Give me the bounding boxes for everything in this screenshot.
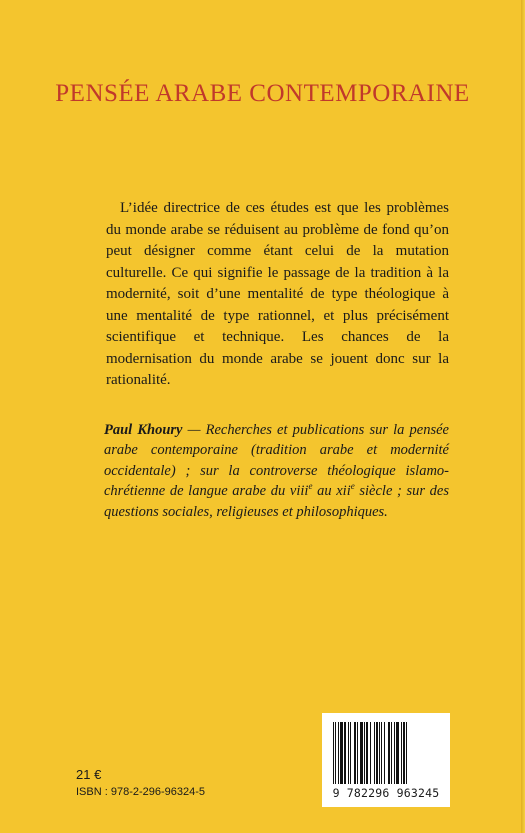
barcode-bar: [388, 722, 390, 784]
synopsis-paragraph: L’idée directrice de ces études est que les problèmes du monde arabe se réduisent au problème de fond qu’on peut désigner comme étant celui de la mutation culturelle. Ce qui signifie le passage de la tradition à la modernité, soit d’une mentalité de type théologique à une mentalité de type rationnel, et plus précisément scientifique et technique. Les chances de la modernisation du monde arabe se jouent donc sur la rationalité.: [106, 200, 449, 388]
series-title: PENSÉE ARABE CONTEMPORAINE: [55, 80, 470, 107]
author-name: Paul Khoury: [104, 421, 183, 438]
century-start-sup: e: [308, 481, 313, 492]
barcode-bar: [374, 722, 375, 784]
barcode-bar: [403, 722, 405, 784]
barcode-bars: [332, 722, 442, 784]
barcode-bar: [340, 722, 343, 784]
century-start: viii: [289, 483, 309, 499]
barcode-bar: [394, 722, 395, 784]
century-end: xii: [336, 483, 351, 499]
barcode-bar: [396, 722, 399, 784]
barcode-bar: [391, 722, 392, 784]
price: 21 €: [76, 767, 102, 782]
century-end-sup: e: [350, 481, 355, 492]
barcode-bar: [350, 722, 351, 784]
author-bio-part2: au: [312, 483, 337, 499]
page-edge: [521, 0, 525, 833]
barcode-digits: 9 782296 963245: [332, 786, 440, 800]
barcode-bar: [364, 722, 365, 784]
author-bio: [104, 420, 449, 523]
barcode: [322, 713, 450, 807]
barcode-bar: [381, 722, 382, 784]
barcode-bar: [370, 722, 371, 784]
author-bio-part1: Recherches et publications sur la pensée arabe contemporaine (tradition arabe et modernité occidentale) ; sur la controverse théologique islamo-chrétienne de langue arabe du: [104, 421, 449, 499]
barcode-bar: [379, 722, 380, 784]
barcode-bar: [335, 722, 336, 784]
author-dash: —: [182, 421, 206, 438]
barcode-bar: [344, 722, 346, 784]
author-bio-part3: siècle ; sur des questions sociales, religieuses et philosophiques.: [104, 483, 450, 520]
barcode-bar: [406, 722, 407, 784]
isbn: ISBN : 978-2-296-96324-5: [76, 786, 206, 798]
barcode-bar: [376, 722, 378, 784]
barcode-bar: [354, 722, 356, 784]
barcode-bar: [384, 722, 385, 784]
barcode-bar: [357, 722, 358, 784]
barcode-bar: [333, 722, 334, 784]
barcode-bar: [348, 722, 349, 784]
barcode-bar: [401, 722, 402, 784]
barcode-bar: [366, 722, 368, 784]
barcode-bar: [360, 722, 363, 784]
barcode-bar: [338, 722, 339, 784]
